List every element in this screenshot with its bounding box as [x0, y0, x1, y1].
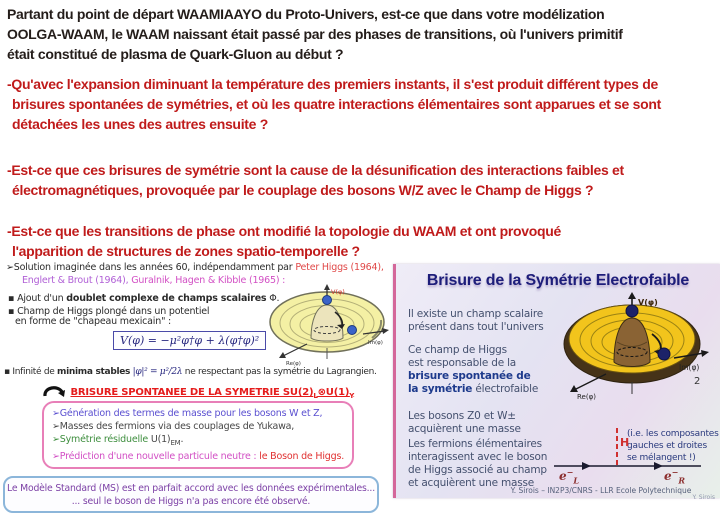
v-phi-label: V(φ) [638, 298, 658, 307]
minima-bold: minima stables [57, 367, 131, 377]
higgs-h-label: H [620, 436, 630, 449]
solution-text: Solution imaginée dans les années 60, indépendamment par [13, 262, 296, 273]
bullet-text: Champ de Higgs plongé dans un potentiel [14, 306, 210, 317]
consequences-box [42, 401, 354, 469]
guralnik-name: Guralnik, Hagen & Kibble (1965) : [131, 275, 286, 286]
curved-arrow-icon [42, 383, 66, 398]
ms-box-line: Le Modèle Standard (MS) est en parfait accord avec les données expérimentales... [7, 483, 375, 494]
minima-text: ne respectant pas la symétrie du Lagrangien. [184, 367, 377, 377]
question-2 [7, 160, 624, 200]
arrow-bullet-icon: ➢ [52, 421, 60, 432]
minima-formula: |φ|² = μ²/2λ [130, 367, 185, 377]
intro-line: était constitué de plasma de Quark-Gluon au début ? [7, 46, 344, 62]
question-line: -Est-ce que ces brisures de symétrie sont la cause de la désunification des interactions faibles et [7, 162, 624, 178]
electroweak-slide-photo [393, 264, 720, 501]
bullet-text: Ajout d'un [14, 293, 67, 304]
ms-box-line: ... seul le boson de Higgs n'a pas encore été observé. [71, 496, 311, 507]
re-phi-label: Re(φ) [286, 361, 301, 367]
bullet-bold-text: doublet complexe de champs scalaires [66, 293, 267, 304]
question-line: brisures spontanées de symétries, et où les quatre interactions élémentaires sont apparues et se sont [12, 96, 661, 112]
electron-right-label: $e^-_R$ [664, 467, 685, 486]
solution-line-1 [6, 262, 384, 274]
consequence-item: ➢Génération des termes de masse pour les bosons W et Z, [52, 408, 323, 419]
paragraph-fermions: Les fermions élémentaires interagissent avec le boson de Higgs associé au champ et acquièrent une masse [408, 438, 548, 489]
square-bullet-icon: ▪ [8, 306, 15, 317]
arrow-bullet-icon: ➢ [52, 408, 60, 419]
paragraph-bosons: Les bosons Z0 et W± acquièrent une masse [408, 410, 521, 435]
minima-text: Infinité de [9, 367, 58, 377]
higgs-name: Peter Higgs (1964), [295, 262, 384, 273]
higgs-potential-formula: V(φ) = −μ²φ†φ + λ(φ†φ)² [113, 331, 266, 350]
brisure-heading-row [42, 382, 354, 400]
tiny-credit: Y. Sirois [692, 494, 715, 501]
question-line: -Qu'avec l'expansion diminuant la température des premiers instants, il s'est produit différent types de [7, 76, 658, 92]
intro-paragraph [7, 4, 623, 64]
intro-line: OOLGA-WAAM, le WAAM naissant était passé par des phases de transitions, où l'univers primitif [7, 26, 623, 42]
square-bullet-icon: ▪ [8, 293, 15, 304]
im-phi-label: Im(φ) [679, 363, 700, 372]
solution-line-2 [22, 275, 285, 287]
question-line: détachées les unes des autres ensuite ? [12, 116, 268, 132]
v-phi-label: V(φ) [331, 288, 345, 296]
higgs-mechanism-panel [4, 258, 392, 480]
bullet-potential-line-2 [15, 316, 171, 328]
arrow-bullet-icon: ➢ [6, 262, 14, 273]
consequence-item: ➢Masses des fermions via des couplages de Yukawa, [52, 421, 295, 432]
mexican-hat-potential-sketch [264, 284, 392, 374]
im-phi-label: Im(φ) [368, 340, 383, 346]
two-label: 2 [694, 376, 701, 387]
square-bullet-icon: ▪ [4, 367, 10, 377]
re-phi-label: Re(φ) [577, 393, 596, 401]
question-line: -Est-ce que les transitions de phase ont modifié la topologie du WAAM et ont provoqué [7, 223, 561, 239]
photo-caption: Y. Sirois – IN2P3/CNRS - LLR Ecole Polytechnique [510, 486, 692, 495]
question-line: électromagnétiques, provoquée par le couplage des bosons W/Z avec le Champ de Higgs ? [12, 182, 594, 198]
mixing-note: (i.e. les composantes gauches et droites se mélangent !) [627, 429, 719, 463]
minima-line [4, 366, 377, 378]
brisure-heading: BRISURE SPONTANEE DE LA SYMETRIE $SU(2)_L\otimes U(1)_Y$ [70, 387, 355, 400]
standard-model-box [3, 476, 379, 513]
bullet-doublet [8, 293, 279, 305]
slide-title: Brisure de la Symétrie Electrofaible [426, 272, 690, 289]
question-line: l'apparition de structures de zones spatio-temporelle ? [12, 243, 360, 259]
question-3 [7, 221, 561, 261]
electron-left-label: $e^-_L$ [559, 467, 579, 486]
bullet-text: en forme de "chapeau mexicain" : [15, 316, 172, 327]
arrow-bullet-icon: ➢ [52, 434, 60, 445]
paragraph-higgs-field: Ce champ de Higgs est responsable de la brisure spontanée de la symétrie électrofaible [408, 344, 539, 395]
consequence-item: ➢Symétrie résiduelle $U(1)_{EM}$. [52, 434, 184, 447]
arrow-bullet-icon: ➢ [52, 450, 60, 462]
englert-name: Englert & Brout (1964), [22, 275, 132, 286]
consequence-item: ➢Prédiction d'une nouvelle particule neutre : le Boson de Higgs. [52, 450, 345, 462]
mexican-hat-potential-3d [553, 292, 715, 418]
bullet-text: Φ. [266, 293, 280, 304]
intro-line: Partant du point de départ WAAMIAAYO du Proto-Univers, est-ce que dans votre modélization [7, 6, 605, 22]
paragraph-scalar-field: Il existe un champ scalaire présent dans tout l'univers [408, 308, 544, 333]
question-1 [7, 74, 661, 134]
